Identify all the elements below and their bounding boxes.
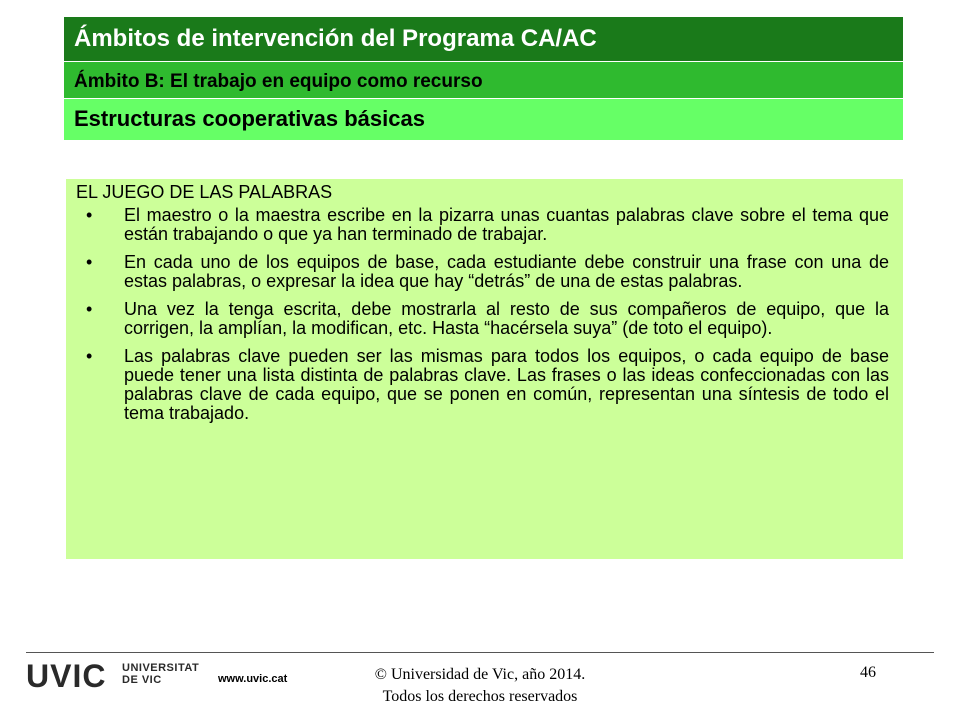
bullet-list [76,206,889,423]
content-box [66,179,903,559]
logo-subtext [122,662,199,686]
copyright-line-1: © Universidad de Vic, año 2014. [374,666,586,683]
logo-line-1: UNIVERSITAT [122,662,200,674]
bullet-text: El maestro o la maestra escribe en la pizarra unas cuantas palabras clave sobre el tema que están trabajando o que ya han terminado de trabajar. [124,205,889,244]
uvic-logo [26,658,206,694]
list-item [76,347,889,423]
bullet-text: Una vez la tenga escrita, debe mostrarla al resto de sus compañeros de equipo, que la corrigen, la amplían, la modifican, etc. Hasta “hacérsela suya” (de toto el equipo). [124,299,889,338]
footer-url: www.uvic.cat [218,673,288,685]
bullet-icon: • [86,346,93,366]
copyright-notice [340,664,620,708]
list-item [76,206,889,244]
section-title: Estructuras cooperativas básicas [64,99,903,140]
slide-subtitle: Ámbito B: El trabajo en equipo como recurso [64,62,903,98]
logo-wordmark: UVIC [26,658,107,694]
slide-title: Ámbitos de intervención del Programa CA/AC [64,17,903,61]
bullet-icon: • [86,299,93,319]
logo-line-2: DE VIC [122,674,162,686]
list-item [76,253,889,291]
footer-divider [26,652,934,653]
content-heading: EL JUEGO DE LAS PALABRAS [76,182,333,202]
copyright-line-2: Todos los derechos reservados [382,688,578,705]
bullet-icon: • [86,252,93,272]
bullet-icon: • [86,205,93,225]
list-item [76,300,889,338]
page-number: 46 [860,664,876,681]
bullet-text: Las palabras clave pueden ser las mismas para todos los equipos, o cada equipo de base puede tener una lista distinta de palabras clave. Las frases o las ideas confeccionadas con las palabras clave de cada equipo, que se ponen en común, representan una síntesis de todo el tema trabajado. [124,346,889,423]
bullet-text: En cada uno de los equipos de base, cada estudiante debe construir una frase con una de estas palabras, o expresar la idea que hay “detrás” de una de estas palabras. [124,252,889,291]
